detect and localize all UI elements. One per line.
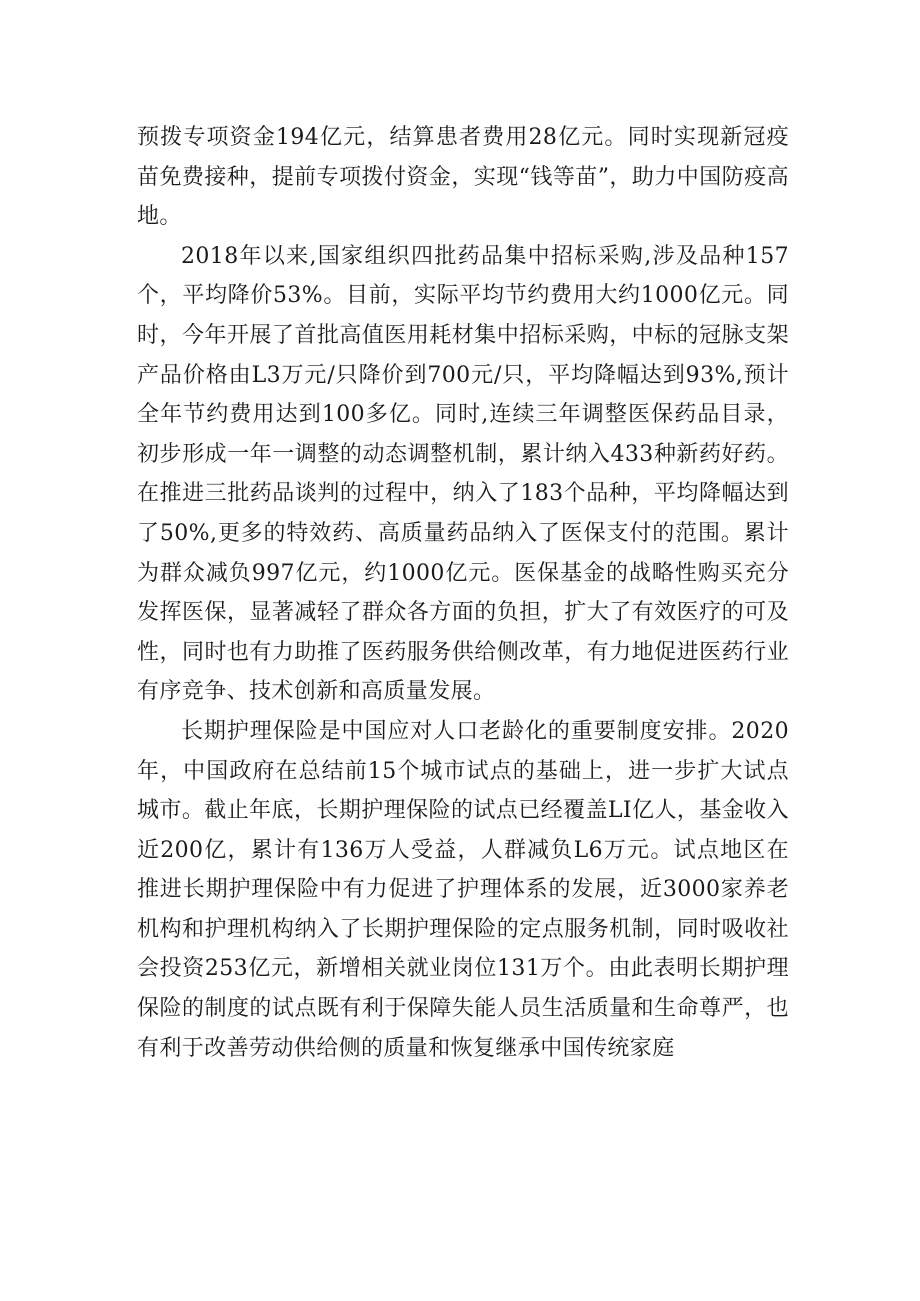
document-page — [137, 118, 789, 1068]
paragraph-1: 预拨专项资金194亿元，结算患者费用28亿元。同时实现新冠疫苗免费接种，提前专项拨付资金，实现“钱等苗”，助力中国防疫高地。 — [137, 125, 789, 230]
paragraph-3: 长期护理保险是中国应对人口老龄化的重要制度安排。2020年，中国政府在总结前15个城市试点的基础上，进一步扩大试点城市。截止年底，长期护理保险的试点已经覆盖LI亿人，基金收入近200亿，累计有136万人受益，人群减负L6万元。试点地区在推进长期护理保险中有力促进了护理体系的发展，近3000家养老机构和护理机构纳入了长期护理保险的定点服务机制，同时吸收社会投资253亿元，新增相关就业岗位131万个。由此表明长期护理保险的制度的试点既有利于保障失能人员生活质量和生命尊严，也有利于改善劳动供给侧的质量和恢复继承中国传统家庭 — [137, 718, 789, 1061]
paragraph-2: 2018年以来,国家组织四批药品集中招标采购,涉及品种157个，平均降价53%。目前，实际平均节约费用大约1000亿元。同时，今年开展了首批高值医用耗材集中招标采购，中标的冠脉支架产品价格由L3万元/只降价到700元/只，平均降幅达到93%,预计全年节约费用达到100多亿。同时,连续三年调整医保药品目录，初步形成一年一调整的动态调整机制，累计纳入433种新药好药。在推进三批药品谈判的过程中，纳入了183个品种，平均降幅达到了50%,更多的特效药、高质量药品纳入了医保支付的范围。累计为群众减负997亿元，约1000亿元。医保基金的战略性购买充分发挥医保，显著减轻了群众各方面的负担，扩大了有效医疗的可及性，同时也有力助推了医药服务供给侧改革，有力地促进医药行业有序竞争、技术创新和高质量发展。 — [137, 243, 789, 705]
